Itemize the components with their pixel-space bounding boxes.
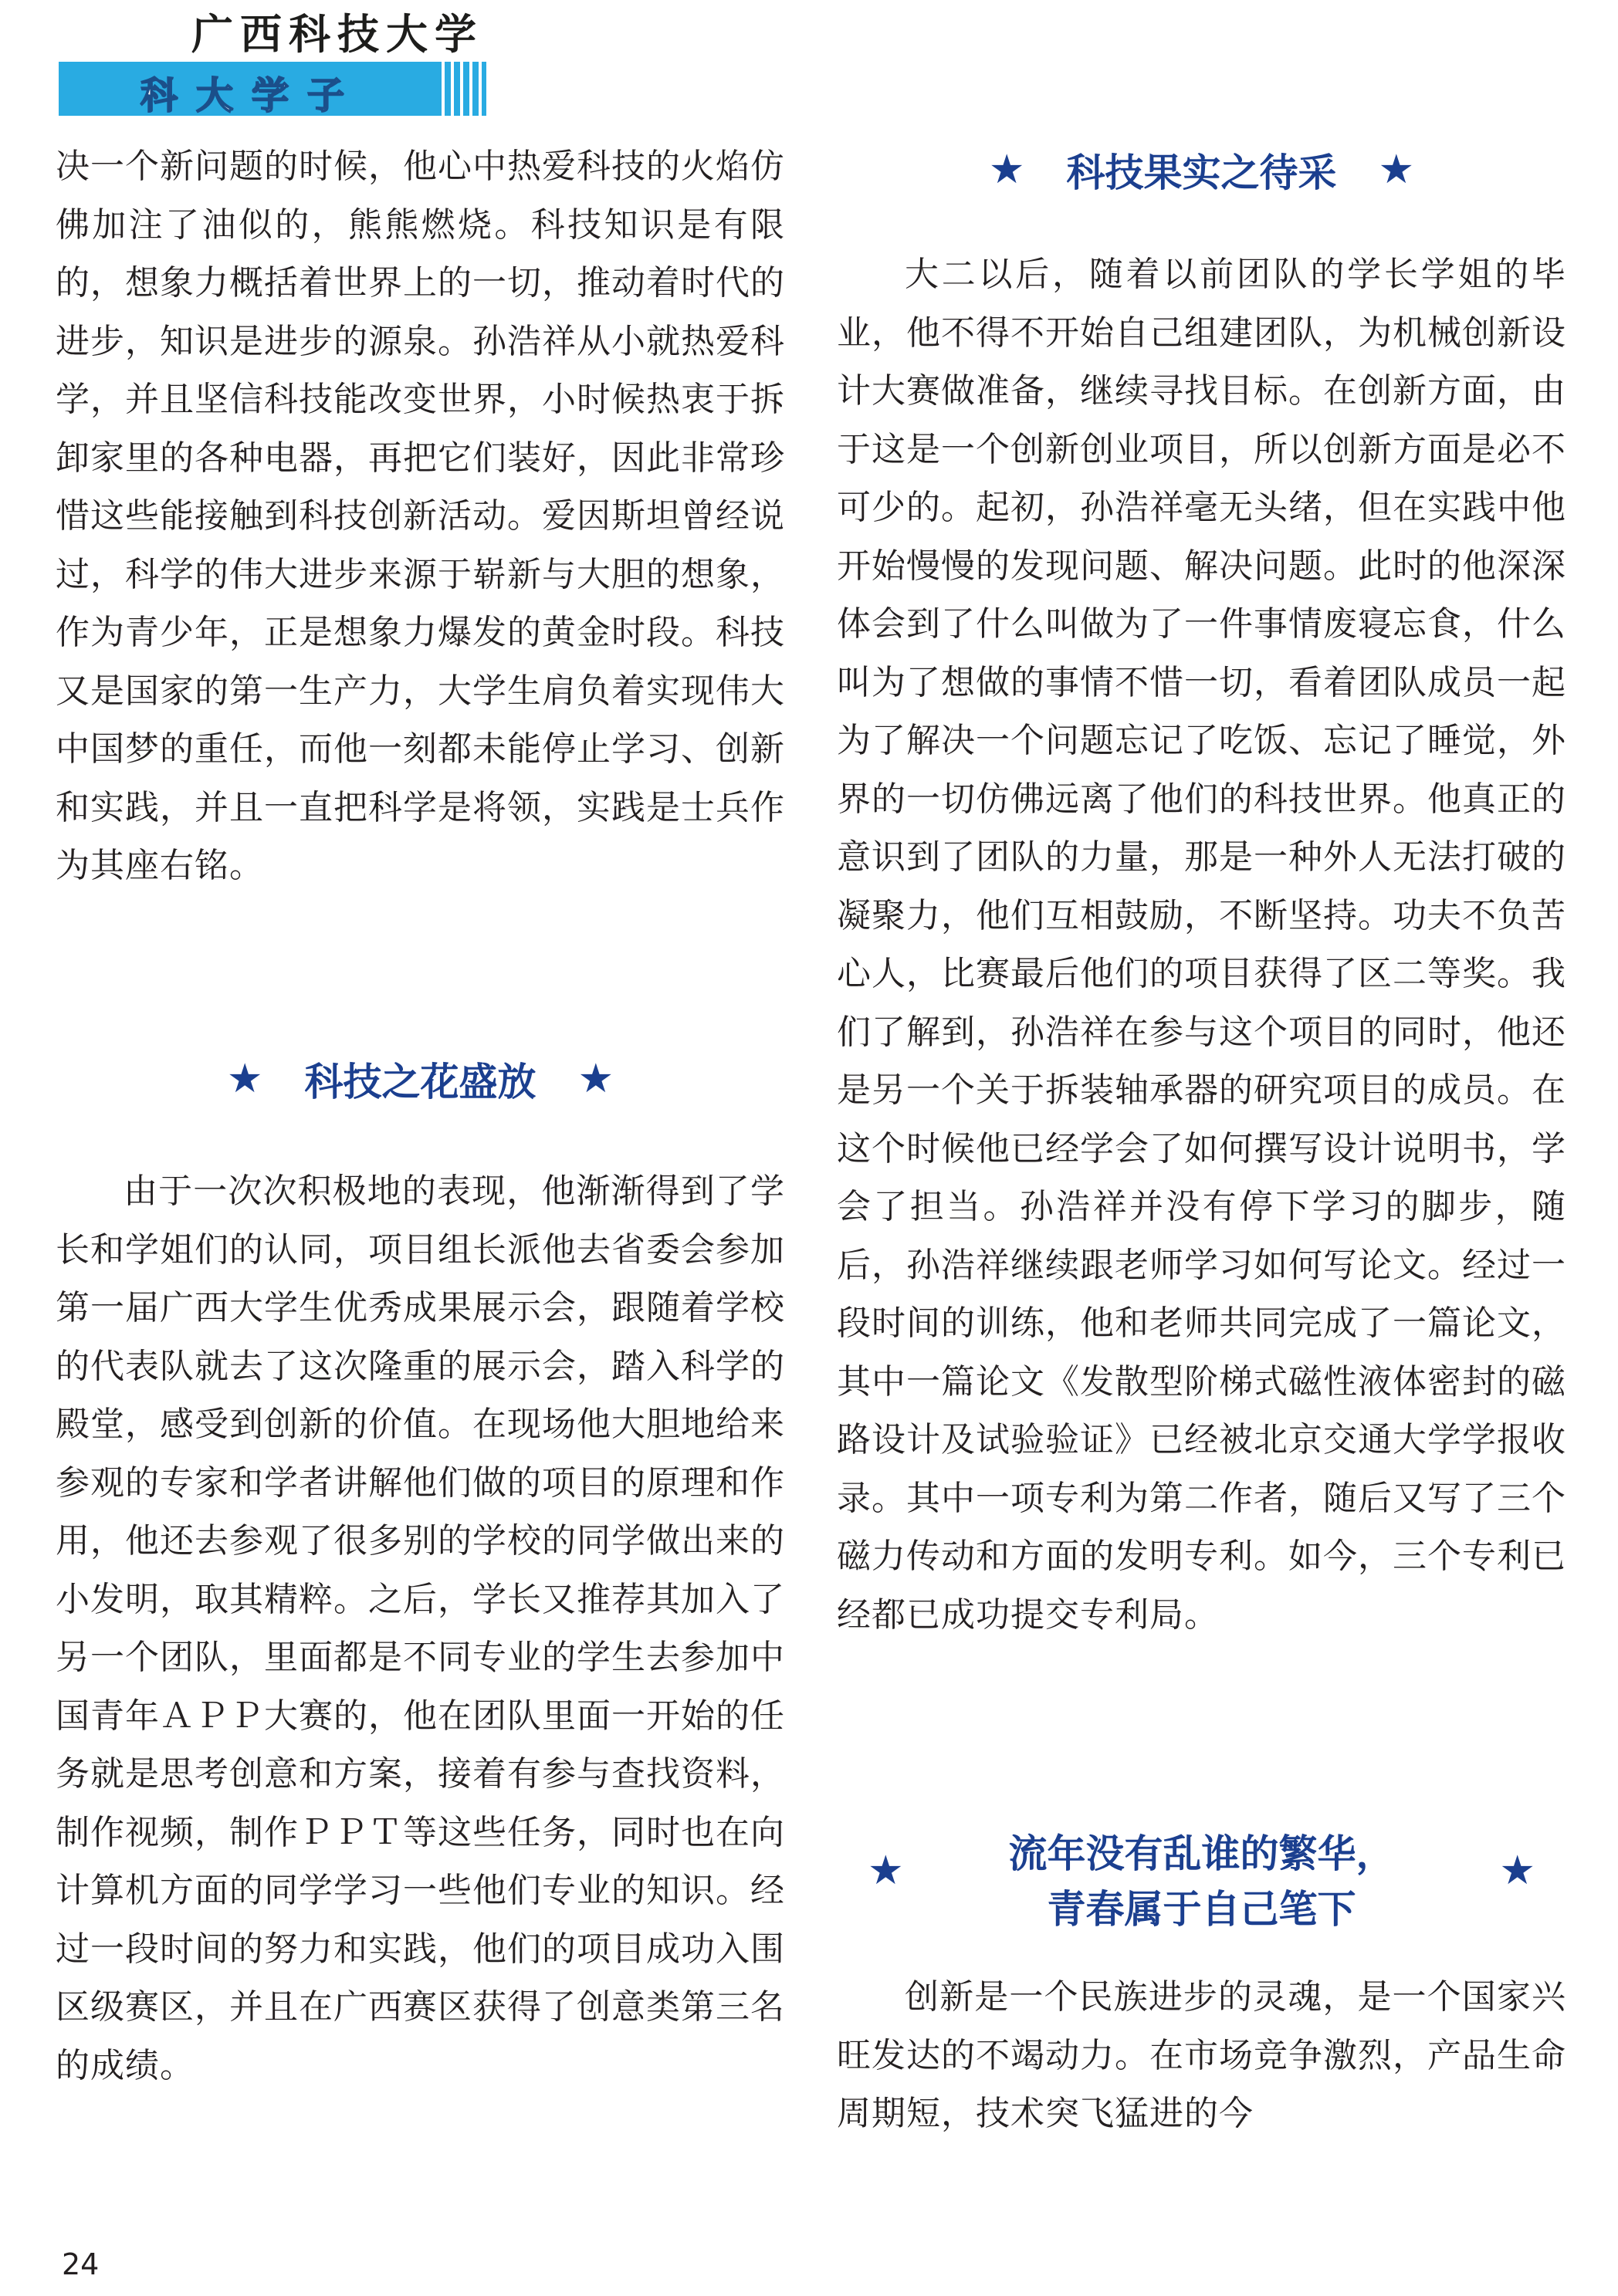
star-icon: ★ — [577, 1056, 614, 1102]
section-fruit-paragraph: 大二以后，随着以前团队的学长学姐的毕业，他不得不开始自己组建团队，为机械创新设计大赛做准备，继续寻找目标。在创新方面，由于这是一个创新创业项目，所以创新方面是必不可少的。起初，孙浩祥毫无头绪，但在实践中他开始慢慢的发现问题、解决问题。此时的他深深体会到了什么叫做为了一件事情废寝忘食，什么叫为了想做的事情不惜一切，看着团队成员一起为了解决一个问题忘记了吃饭、忘记了睡觉，外界的一切仿佛远离了他们的科技世界。他真正的意识到了团队的力量，那是一种外人无法打破的凝聚力，他们互相鼓励，不断坚持。功夫不负苦心人，比赛最后他们的项目获得了区二等奖。我们了解到，孙浩祥在参与这个项目的同时，他还是另一个关于拆装轴承器的研究项目的成员。在这个时候他已经学会了如何撰写设计说明书，学会了担当。孙浩祥并没有停下学习的脚步，随后，孙浩祥继续跟老师学习如何写论文。经过一段时间的训练，他和老师共同完成了一篇论文，其中一篇论文《发散型阶梯式磁性液体密封的磁路设计及试验验证》已经被北京交通大学学报收录。其中一项专利为第二作者，随后又写了三个磁力传动和方面的发明专利。如今，三个专利已经都已成功提交专利局。 — [837, 255, 1566, 1635]
left-column — [56, 137, 785, 2095]
page-number: 24 — [62, 2247, 100, 2281]
star-icon: ★ — [1378, 147, 1415, 193]
section-title-youth-line1: 流年没有乱谁的繁华， — [1008, 1831, 1395, 1876]
section-youth-paragraph: 创新是一个民族进步的灵魂，是一个国家兴旺发达的不竭动力。在市场竞争激烈，产品生命周期短，技术突飞猛进的今 — [837, 1977, 1566, 2133]
section-heading-flower — [56, 1009, 785, 1148]
star-icon: ★ — [226, 1056, 263, 1102]
column-name: 科大学子 — [140, 74, 364, 116]
section-title-flower: 科技之花盛放 — [304, 1060, 537, 1104]
star-icon: ★ — [1499, 1848, 1535, 1894]
section-heading-youth — [837, 1774, 1566, 1954]
star-icon: ★ — [868, 1848, 904, 1894]
star-icon: ★ — [988, 147, 1025, 193]
section-title-fruit: 科技果实之待采 — [1066, 150, 1337, 195]
masthead — [0, 0, 525, 123]
section-heading-fruit — [837, 116, 1566, 224]
right-column — [837, 116, 1566, 2143]
school-name: 广西科技大学 — [191, 9, 483, 59]
intro-paragraph: 决一个新问题的时候，他心中热爱科技的火焰仿佛加注了油似的，熊熊燃烧。科技知识是有限的，想象力概括着世界上的一切，推动着时代的进步，知识是进步的源泉。孙浩祥从小就热爱科学，并且坚信科技能改变世界，小时候热衷于拆卸家里的各种电器，再把它们装好，因此非常珍惜这些能接触到科技创新活动。爱因斯坦曾经说过，科学的伟大进步来源于崭新与大胆的想象，作为青少年，正是想象力爆发的黄金时段。科技又是国家的第一生产力，大学生肩负着实现伟大中国梦的重任，而他一刻都未能停止学习、创新和实践，并且一直把科学是将领，实践是士兵作为其座右铭。 — [56, 147, 785, 885]
section-flower-paragraph: 由于一次次积极地的表现，他渐渐得到了学长和学姐们的认同，项目组长派他去省委会参加第一届广西大学生优秀成果展示会，跟随着学校的代表队就去了这次隆重的展示会，踏入科学的殿堂，感受到创新的价值。在现场他大胆地给来参观的专家和学者讲解他们做的项目的原理和作用，他还去参观了很多别的学校的同学做出来的小发明，取其精粹。之后，学长又推荐其加入了另一个团队，里面都是不同专业的学生去参加中国青年ＡＰＰ大赛的，他在团队里面一开始的任务就是思考创意和方案，接着有参与查找资料，制作视频，制作ＰＰＴ等这些任务，同时也在向计算机方面的同学学习一些他们专业的知识。经过一段时间的努力和实践，他们的项目成功入围区级赛区，并且在广西赛区获得了创意类第三名的成绩。 — [56, 1172, 785, 2085]
column-banner — [59, 62, 486, 116]
section-title-youth-line2: 青春属于自己笔下 — [1047, 1887, 1356, 1932]
